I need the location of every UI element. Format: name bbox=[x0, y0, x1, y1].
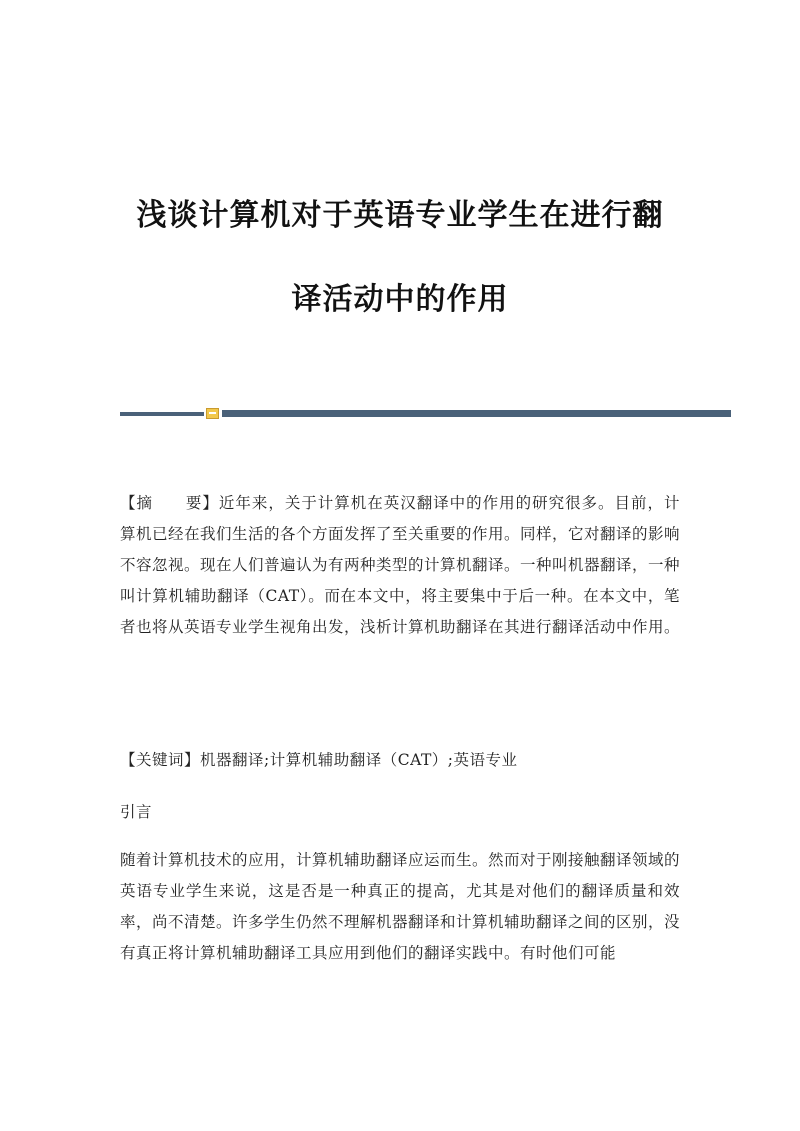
abstract bbox=[120, 488, 680, 643]
divider-bar-right bbox=[222, 410, 731, 417]
title-line-1: 浅谈计算机对于英语专业学生在进行翻 bbox=[136, 198, 664, 233]
keywords-label: 【关键词】 bbox=[120, 751, 201, 769]
intro-heading: 引言 bbox=[120, 803, 153, 821]
abstract-text: 近年来，关于计算机在英汉翻译中的作用的研究很多。目前，计算机已经在我们生活的各个方面发挥了至关重要的作用。同样，它对翻译的影响不容忽视。现在人们普遍认为有两种类型的计算机翻译。一种叫机器翻译，一种叫计算机辅助翻译（CAT）。而在本文中，将主要集中于后一种。在本文中，笔者也将从英语专业学生视角出发，浅析计算机助翻译在其进行翻译活动中作用。 bbox=[120, 494, 681, 636]
keywords-text: 机器翻译;计算机辅助翻译（CAT）;英语专业 bbox=[200, 751, 518, 769]
keywords bbox=[120, 745, 680, 776]
abstract-label: 【摘 要】 bbox=[120, 494, 219, 512]
divider-emblem-icon bbox=[206, 408, 219, 419]
title-divider bbox=[120, 409, 731, 419]
divider-bar-left bbox=[120, 412, 204, 416]
title-line-2: 译活动中的作用 bbox=[291, 282, 509, 317]
intro-paragraph: 随着计算机技术的应用，计算机辅助翻译应运而生。然而对于刚接触翻译领域的英语专业学生来说，这是否是一种真正的提高，尤其是对他们的翻译质量和效率，尚不清楚。许多学生仍然不理解机器翻译和计算机辅助翻译之间的区别，没有真正将计算机辅助翻译工具应用到他们的翻译实践中。有时他们可能 bbox=[120, 851, 681, 962]
